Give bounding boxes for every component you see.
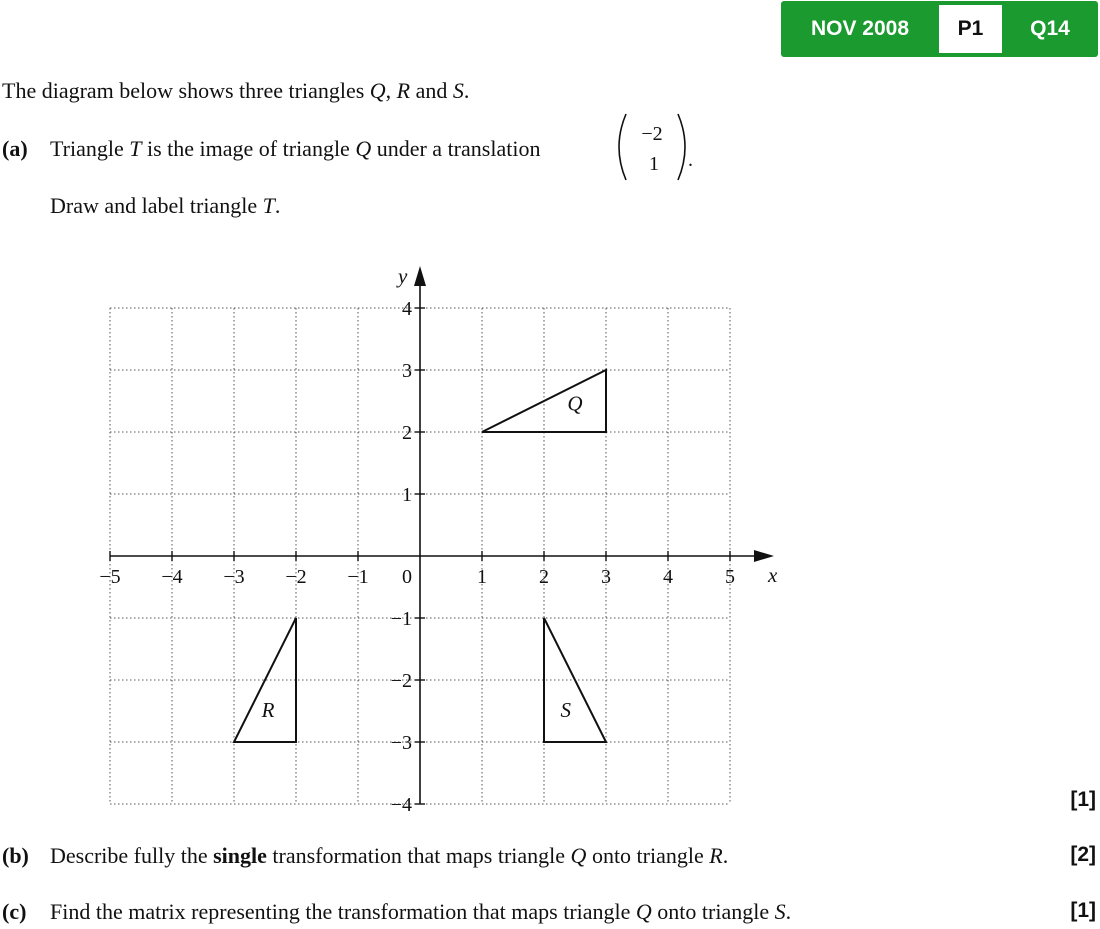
question-intro: The diagram below shows three triangles Q, R and S. <box>2 78 470 103</box>
y-axis-label: y <box>398 264 408 288</box>
triangle-q <box>482 370 606 432</box>
vector-full-stop: . <box>688 149 693 171</box>
x-axis-label: x <box>768 563 778 587</box>
y-tick-label: 3 <box>402 360 412 382</box>
part-b-text: (b) Describe fully the single transformation that maps triangle Q onto triangle R. <box>2 843 729 868</box>
y-tick-label: −4 <box>390 794 412 816</box>
y-tick-label: 1 <box>402 484 412 506</box>
part-c-text: (c) Find the matrix representing the transformation that maps triangle Q onto triangle S. <box>2 899 792 924</box>
part-c-marks: [1] <box>1070 899 1096 922</box>
y-tick-label: −1 <box>390 608 412 630</box>
x-tick-label: 3 <box>601 566 611 588</box>
vector-bottom-value: 1 <box>649 153 659 175</box>
x-tick-label: −1 <box>347 566 369 588</box>
y-tick-label: −2 <box>390 670 412 692</box>
x-tick-label: 4 <box>663 566 673 588</box>
part-a-marks: [1] <box>1070 788 1096 811</box>
x-tick-label: 1 <box>477 566 487 588</box>
x-tick-label: −5 <box>99 566 121 588</box>
x-tick-label: 5 <box>725 566 735 588</box>
x-axis-arrow-icon <box>754 550 774 562</box>
x-tick-label: −2 <box>285 566 307 588</box>
part-c-label: (c) <box>2 899 27 924</box>
triangle-r-label: R <box>261 698 275 723</box>
translation-vector <box>612 108 708 186</box>
question-number-badge: Q14 <box>1030 17 1070 40</box>
y-tick-label: 4 <box>402 298 412 320</box>
x-tick-label: −4 <box>161 566 183 588</box>
exam-session-badge: NOV 2008 <box>810 17 910 40</box>
y-tick-label: 2 <box>402 422 412 444</box>
triangle-s <box>544 618 606 742</box>
paper-number-badge: P1 <box>939 5 1002 53</box>
triangle-q-label: Q <box>567 391 583 416</box>
vector-right-bracket <box>678 114 685 180</box>
part-a-text: (a) Triangle T is the image of triangle Q under a translation <box>2 136 541 161</box>
coordinate-grid[interactable] <box>90 255 790 830</box>
y-tick-label: −3 <box>390 732 412 754</box>
vector-left-bracket <box>619 114 626 180</box>
part-b-marks: [2] <box>1070 843 1096 866</box>
part-a-instruction: Draw and label triangle T. <box>50 193 281 218</box>
part-b-label: (b) <box>2 843 29 868</box>
part-a-label: (a) <box>2 136 28 161</box>
x-tick-label: 2 <box>539 566 549 588</box>
x-tick-label: 0 <box>402 566 412 588</box>
triangle-s-label: S <box>560 698 571 723</box>
y-axis-arrow-icon <box>414 266 426 286</box>
x-tick-label: −3 <box>223 566 245 588</box>
vector-top-value: −2 <box>641 123 663 145</box>
question-reference-banner <box>781 1 1098 57</box>
